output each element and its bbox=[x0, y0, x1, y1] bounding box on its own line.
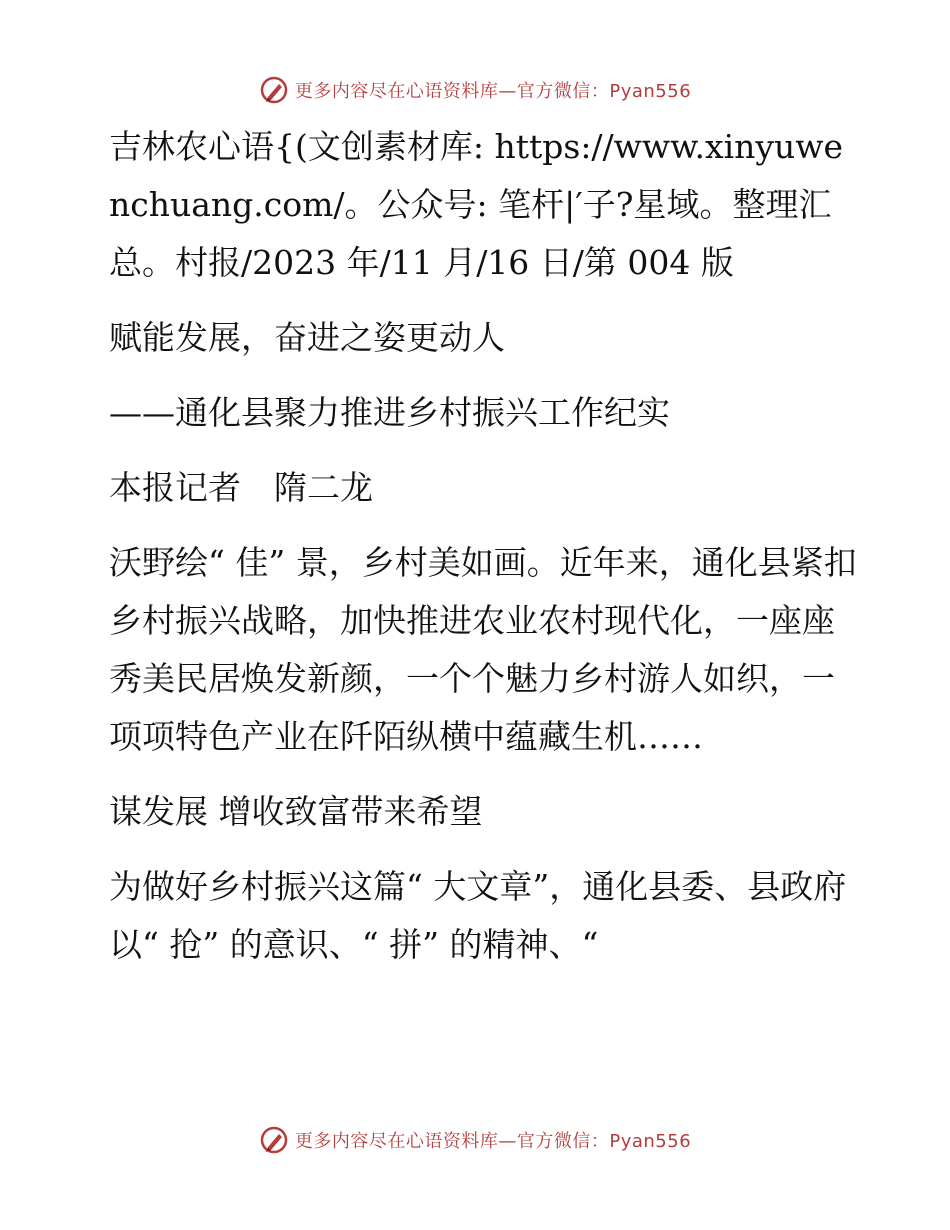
body-paragraph: 沃野绘“ 佳” 景，乡村美如画。近年来，通化县紧扣乡村振兴战略，加快推进农业农村现代化，一座座秀美民居焕发新颜，一个个魅力乡村游人如织，一项项特色产业在阡陌纵横中蕴藏生机…… bbox=[109, 543, 857, 756]
source-line: 吉林农心语{(文创素材库: https://www.xinyuwenchuang.com/。公众号: 笔杆|′子?星域。整理汇总。村报/2023 年/11 月/16 日/第 004 版 bbox=[109, 127, 844, 282]
body-paragraph: 为做好乡村振兴这篇“ 大文章”，通化县委、县政府以“ 抢” 的意识、“ 拼” 的精神、“ bbox=[109, 867, 847, 964]
pen-logo-icon bbox=[259, 75, 289, 105]
byline: 本报记者 隋二龙 bbox=[109, 468, 373, 507]
watermark-text: 更多内容尽在心语资料库—官方微信：Pyan556 bbox=[294, 81, 692, 102]
pen-logo-icon bbox=[259, 1125, 289, 1155]
article-title: 赋能发展，奋进之姿更动人 bbox=[109, 318, 505, 357]
header-watermark-banner bbox=[0, 70, 950, 110]
article-subtitle: ——通化县聚力推进乡村振兴工作纪实 bbox=[109, 393, 670, 432]
document-body bbox=[97, 118, 857, 991]
watermark-text: 更多内容尽在心语资料库—官方微信：Pyan556 bbox=[294, 1131, 692, 1152]
footer-watermark-banner bbox=[0, 1120, 950, 1160]
section-heading: 谋发展 增收致富带来希望 bbox=[109, 792, 483, 831]
